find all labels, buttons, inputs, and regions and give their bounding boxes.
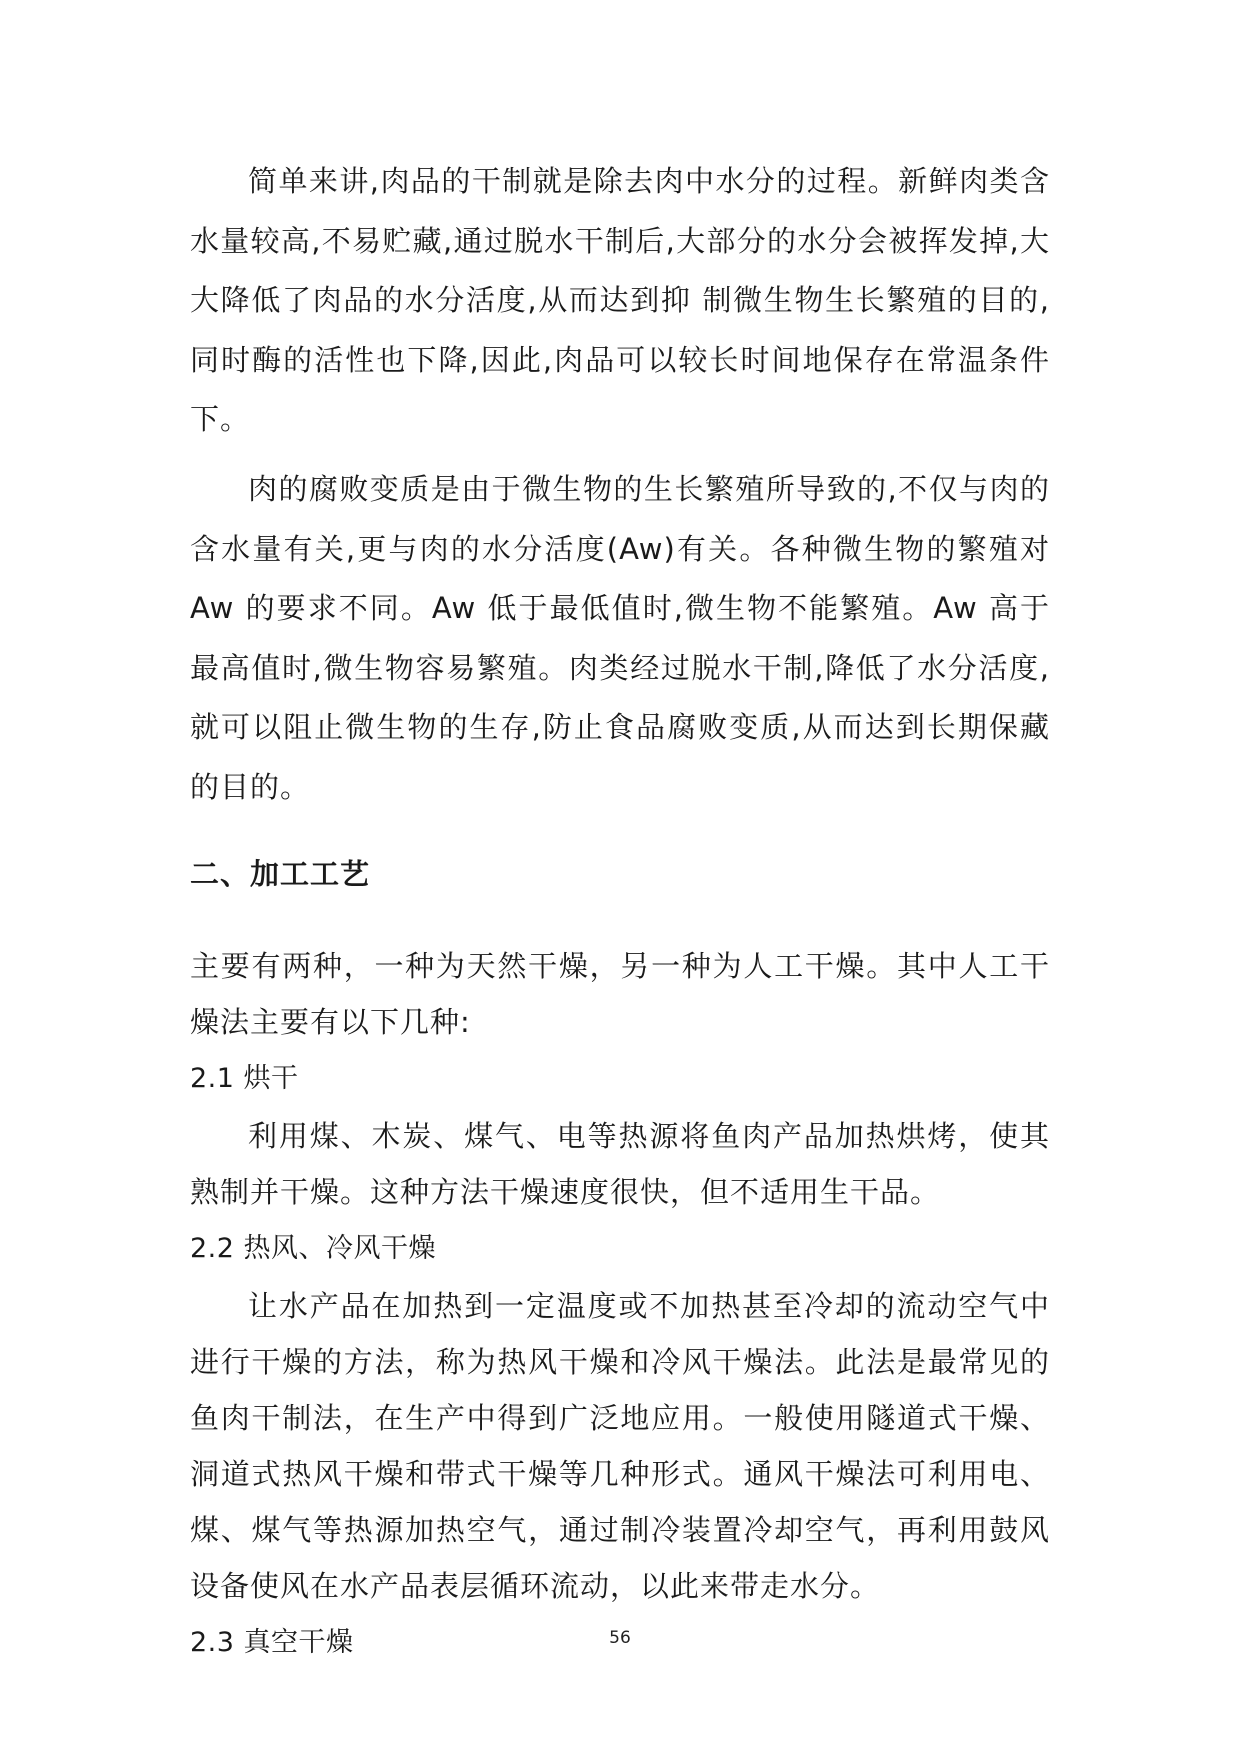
subsection-body: 利用煤、木炭、煤气、电等热源将鱼肉产品加热烘烤，使其熟制并干燥。这种方法干燥速度很快，但不适用生干品。 — [190, 1118, 1050, 1209]
subsection-body: 让水产品在加热到一定温度或不加热甚至冷却的流动空气中进行干燥的方法，称为热风干燥和冷风干燥法。此法是最常见的鱼肉干制法，在生产中得到广泛地应用。一般使用隧道式干燥、洞道式热风干燥和带式干燥等几种形式。通风干燥法可利用电、煤、煤气等热源加热空气，通过制冷装置冷却空气，再利用鼓风设备使风在水产品表层循环流动，以此来带走水分。 — [190, 1288, 1050, 1603]
page-content — [190, 152, 1050, 1672]
subsection-heading: 2.2 热风、冷风干燥 — [190, 1232, 437, 1264]
section-heading: 二、加工工艺 — [190, 856, 371, 891]
body-paragraph: 肉的腐败变质是由于微生物的生长繁殖所导致的,不仅与肉的含水量有关,更与肉的水分活度(Aw)有关。各种微生物的繁殖对 Aw 的要求不同。Aw 低于最低值时,微生物不能繁殖。Aw 高于最高值时,微生物容易繁殖。肉类经过脱水干制,降低了水分活度,就可以阻止微生物的生存,防止食品腐败变质,从而达到长期保藏的目的。 — [190, 471, 1050, 804]
body-paragraph: 简单来讲,肉品的干制就是除去肉中水分的过程。新鲜肉类含水量较高,不易贮藏,通过脱水干制后,大部分的水分会被挥发掉,大大降低了肉品的水分活度,从而达到抑 制微生物生长繁殖的目的,同时酶的活性也下降,因此,肉品可以较长时间地保存在常温条件下。 — [190, 164, 1050, 437]
subsection-heading: 2.1 烘干 — [190, 1062, 299, 1094]
page-number: 56 — [609, 1628, 631, 1648]
subsection-heading: 2.3 真空干燥 — [190, 1626, 354, 1658]
section-intro: 主要有两种，一种为天然干燥，另一种为人工干燥。其中人工干燥法主要有以下几种: — [190, 948, 1050, 1039]
